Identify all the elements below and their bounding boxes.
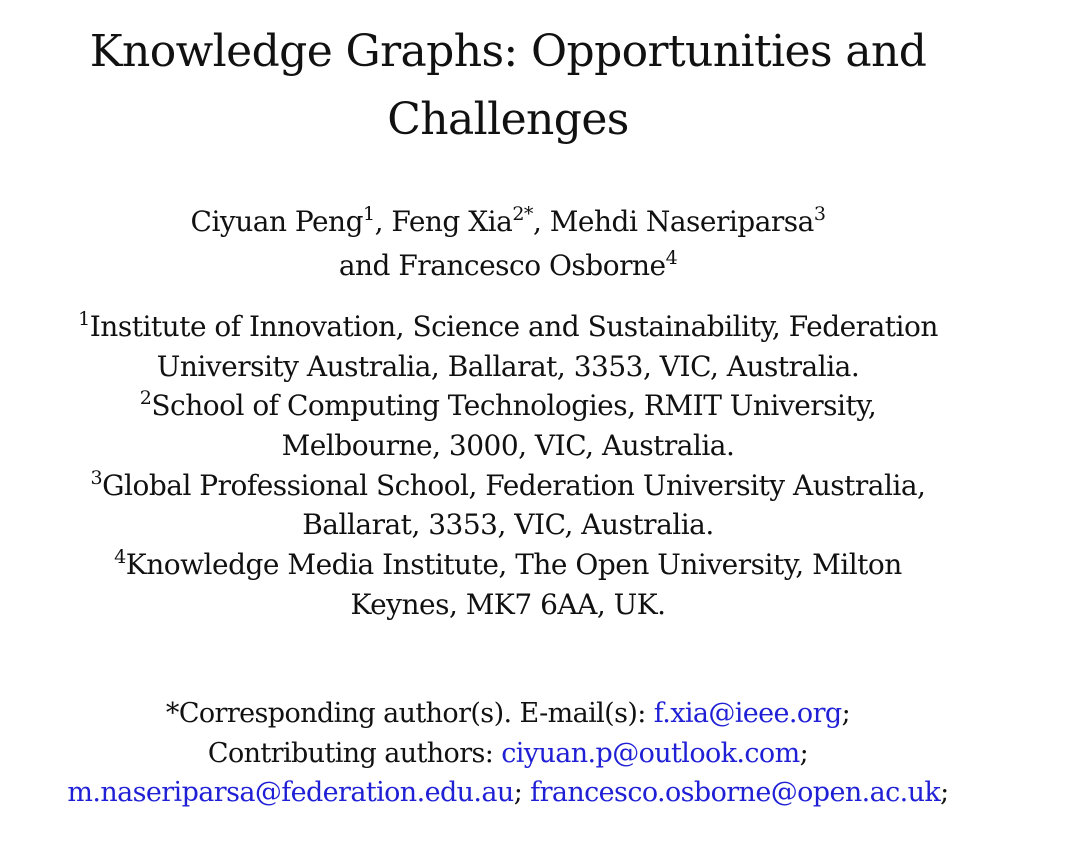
author-prefix: and [338, 249, 399, 282]
contributing-authors-line-1 [0, 740, 1016, 767]
corresponding-label: *Corresponding author(s). E-mail(s): [165, 698, 654, 729]
punctuation: ; [513, 777, 531, 808]
affiliation-text: Institute of Innovation, Science and Sustainability, Federation [89, 310, 938, 343]
author-name: Francesco Osborne [398, 249, 666, 282]
affiliation-mark: 4 [114, 545, 126, 568]
affiliation-1-line-1 [0, 307, 1016, 343]
affiliation-1-line-2: University Australia, Ballarat, 3353, VIC, Australia. [156, 350, 860, 383]
affiliation-mark: 1 [78, 307, 90, 330]
affiliation-mark: 2 [139, 386, 152, 409]
paper-title-line-2: Challenges [387, 94, 629, 145]
contributing-label: Contributing authors: [207, 738, 502, 769]
author-line-1 [0, 202, 1016, 238]
author-name: Ciyuan Peng [190, 205, 363, 238]
corresponding-email-link[interactable]: f.xia@ieee.org [653, 698, 842, 729]
contributing-authors-line-2 [0, 779, 1016, 806]
affiliation-3-line-1 [0, 466, 1016, 502]
punctuation: ; [841, 698, 851, 729]
author-name: Mehdi Naseriparsa [549, 205, 814, 238]
contributing-email-link[interactable]: m.naseriparsa@federation.edu.au [67, 777, 514, 808]
affiliation-4-line-2: Keynes, MK7 6AA, UK. [350, 588, 666, 621]
affiliation-4-line-1 [0, 545, 1016, 581]
contributing-email-link[interactable]: francesco.osborne@open.ac.uk [530, 777, 941, 808]
author-affiliation-mark: 4 [665, 246, 678, 269]
affiliation-2-line-2: Melbourne, 3000, VIC, Australia. [281, 429, 735, 462]
author-affiliation-mark: 3 [813, 202, 826, 225]
corresponding-author-line [0, 700, 1016, 727]
author-affiliation-mark: 2* [512, 202, 533, 225]
punctuation: ; [940, 777, 949, 808]
affiliation-text: School of Computing Technologies, RMIT University, [151, 389, 877, 422]
affiliation-text: Global Professional School, Federation University Australia, [102, 469, 926, 502]
paper-title-line-1: Knowledge Graphs: Opportunities and [89, 26, 927, 77]
punctuation: ; [799, 738, 809, 769]
affiliation-mark: 3 [90, 466, 103, 489]
author-affiliation-mark: 1 [363, 202, 375, 225]
affiliation-2-line-1 [0, 386, 1016, 422]
affiliation-3-line-2: Ballarat, 3353, VIC, Australia. [302, 508, 714, 541]
author-name: Feng Xia [391, 205, 513, 238]
author-line-2 [0, 246, 1016, 282]
author-separator: , [532, 205, 550, 238]
contributing-email-link[interactable]: ciyuan.p@outlook.com [501, 738, 800, 769]
author-separator: , [374, 205, 392, 238]
affiliation-text: Knowledge Media Institute, The Open University, Milton [125, 548, 902, 581]
